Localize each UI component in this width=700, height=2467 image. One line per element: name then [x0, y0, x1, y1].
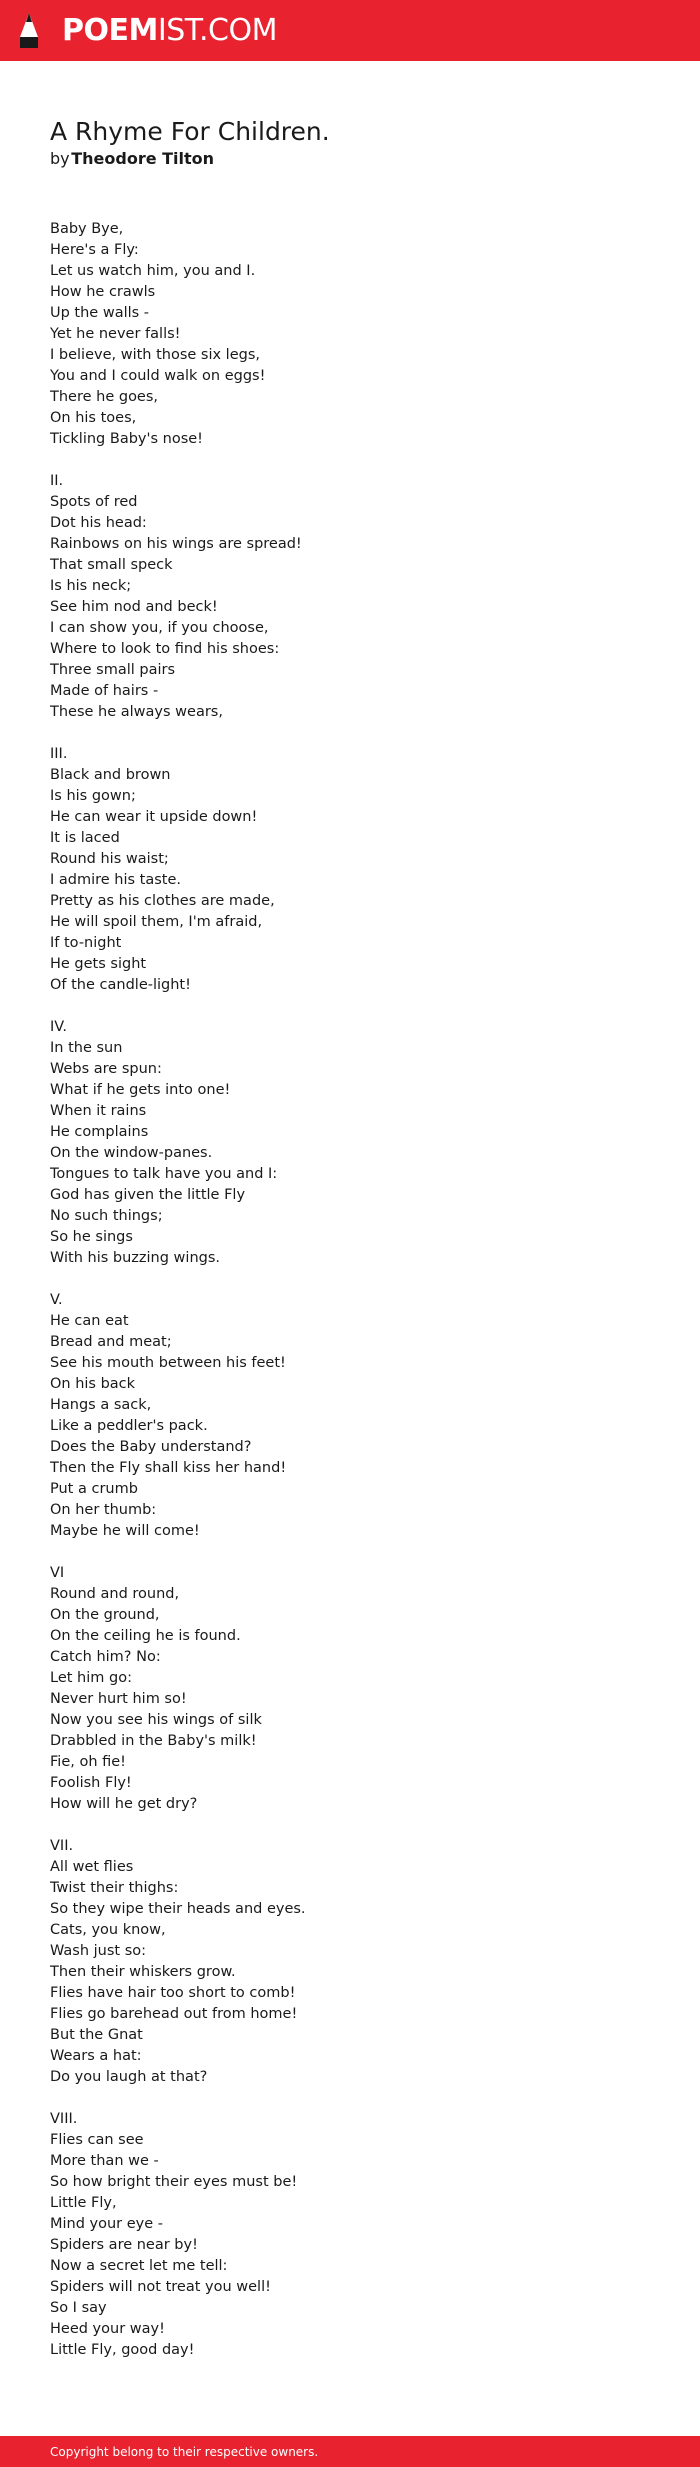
poem-line: In the sun — [50, 1040, 123, 1056]
poem-line: Twist their thighs: — [50, 1880, 179, 1896]
poem-line: Do you laugh at that? — [50, 2069, 208, 2085]
poem-line: There he goes, — [50, 389, 159, 405]
poem-line: Flies can see — [50, 2132, 144, 2148]
stanza-gap — [50, 996, 670, 1017]
poem-line: What if he gets into one! — [50, 1082, 231, 1098]
poem-line: It is laced — [50, 830, 120, 846]
poem-line: But the Gnat — [50, 2027, 143, 2043]
poem-line: If to-night — [50, 935, 122, 951]
poem-line: Of the candle-light! — [50, 977, 191, 993]
poem-line: So how bright their eyes must be! — [50, 2174, 298, 2190]
poem-line: Cats, you know, — [50, 1922, 166, 1938]
poem-line: I believe, with those six legs, — [50, 347, 261, 363]
poem-line: On the ground, — [50, 1607, 160, 1623]
poem-line: Hangs a sack, — [50, 1397, 152, 1413]
poem-line: Round and round, — [50, 1586, 180, 1602]
poem-line: He will spoil them, I'm afraid, — [50, 914, 263, 930]
poem-line: When it rains — [50, 1103, 147, 1119]
stanza — [50, 1017, 670, 1269]
poem-line: How will he get dry? — [50, 1796, 198, 1812]
poem-line: God has given the little Fly — [50, 1187, 246, 1203]
poem-line: With his buzzing wings. — [50, 1250, 221, 1266]
poem-line: Webs are spun: — [50, 1061, 162, 1077]
poem-line: Little Fly, good day! — [50, 2342, 195, 2358]
poem-line: Then their whiskers grow. — [50, 1964, 236, 1980]
poem-line: Let us watch him, you and I. — [50, 263, 256, 279]
poem-line: Made of hairs - — [50, 683, 159, 699]
poem-line: Spots of red — [50, 494, 138, 510]
poem-line: He complains — [50, 1124, 149, 1140]
poem-line: Catch him? No: — [50, 1649, 161, 1665]
poem-line: On his toes, — [50, 410, 137, 426]
poem-line: Maybe he will come! — [50, 1523, 200, 1539]
poem-line: Like a peddler's pack. — [50, 1418, 208, 1434]
poem-line: Heed your way! — [50, 2321, 165, 2337]
poem-line: Wash just so: — [50, 1943, 147, 1959]
poem-line: Pretty as his clothes are made, — [50, 893, 275, 909]
poem-line: Now you see his wings of silk — [50, 1712, 262, 1728]
poem-line: V. — [50, 1292, 63, 1308]
poem-line: Flies have hair too short to comb! — [50, 1985, 296, 2001]
poem-line: Tongues to talk have you and I: — [50, 1166, 278, 1182]
poem-line: On the window-panes. — [50, 1145, 213, 1161]
poem-line: On the ceiling he is found. — [50, 1628, 241, 1644]
poem-line: Flies go barehead out from home! — [50, 2006, 298, 2022]
poem-line: He gets sight — [50, 956, 147, 972]
poem-line: VI — [50, 1565, 65, 1581]
poem-line: That small speck — [50, 557, 173, 573]
poem-line: Then the Fly shall kiss her hand! — [50, 1460, 287, 1476]
poem-line: Fie, oh fie! — [50, 1754, 126, 1770]
author-name[interactable]: Theodore Tilton — [71, 149, 215, 168]
site-logo[interactable] — [62, 12, 277, 50]
poem-line: Is his gown; — [50, 788, 136, 804]
stanza-gap — [50, 1269, 670, 1290]
stanza-gap — [50, 2088, 670, 2109]
stanza-gap — [50, 723, 670, 744]
poem-line: Put a crumb — [50, 1481, 138, 1497]
poem-line: Where to look to find his shoes: — [50, 641, 280, 657]
poem-line: He can eat — [50, 1313, 129, 1329]
poem-line: Spiders are near by! — [50, 2237, 198, 2253]
stanza — [50, 1290, 670, 1542]
site-header — [0, 0, 700, 61]
stanza — [50, 2109, 670, 2361]
copyright-notice: Copyright belong to their respective owners. — [50, 2445, 319, 2459]
poem-line: See his mouth between his feet! — [50, 1355, 286, 1371]
poem-line: On her thumb: — [50, 1502, 157, 1518]
stanza-gap — [50, 450, 670, 471]
poem-line: So they wipe their heads and eyes. — [50, 1901, 306, 1917]
poem-line: Let him go: — [50, 1670, 132, 1686]
poem-line: Tickling Baby's nose! — [50, 431, 203, 447]
poem-line: Yet he never falls! — [50, 326, 181, 342]
poem-line: How he crawls — [50, 284, 156, 300]
stanza — [50, 744, 670, 996]
poem-line: Black and brown — [50, 767, 171, 783]
poem-line: Rainbows on his wings are spread! — [50, 536, 302, 552]
poem-line: Spiders will not treat you well! — [50, 2279, 271, 2295]
poem-line: Here's a Fly: — [50, 242, 139, 258]
poem-line: See him nod and beck! — [50, 599, 218, 615]
poem-line: Dot his head: — [50, 515, 147, 531]
poem-line: No such things; — [50, 1208, 163, 1224]
poem-line: I admire his taste. — [50, 872, 182, 888]
poem-line: All wet flies — [50, 1859, 134, 1875]
stanza — [50, 219, 670, 450]
poem-title: A Rhyme For Children. — [50, 117, 330, 146]
by-label: by — [50, 149, 70, 168]
poem-line: He can wear it upside down! — [50, 809, 258, 825]
stanza-gap — [50, 1542, 670, 1563]
poem-line: Mind your eye - — [50, 2216, 164, 2232]
poem-line: I can show you, if you choose, — [50, 620, 269, 636]
poem-line: Foolish Fly! — [50, 1775, 132, 1791]
stanza — [50, 1563, 670, 1815]
logo-light-text: IST.COM — [157, 13, 277, 48]
poem-line: Bread and meat; — [50, 1334, 172, 1350]
poem-line: IV. — [50, 1019, 67, 1035]
poem-line: Round his waist; — [50, 851, 169, 867]
poem-line: VIII. — [50, 2111, 78, 2127]
poem-line: Wears a hat: — [50, 2048, 142, 2064]
stanza — [50, 1836, 670, 2088]
logo-bold-text: POEM — [62, 13, 158, 48]
poem-line: Three small pairs — [50, 662, 176, 678]
poem-line: Now a secret let me tell: — [50, 2258, 228, 2274]
poem-line: So I say — [50, 2300, 107, 2316]
stanza-gap — [50, 1815, 670, 1836]
poem-body — [50, 219, 670, 2361]
pencil-tip-icon[interactable] — [17, 11, 41, 49]
poem-line: Is his neck; — [50, 578, 132, 594]
stanza — [50, 471, 670, 723]
poem-line: Baby Bye, — [50, 221, 124, 237]
poem-line: On his back — [50, 1376, 136, 1392]
poem-line: VII. — [50, 1838, 74, 1854]
poem-line: Does the Baby understand? — [50, 1439, 252, 1455]
byline — [50, 148, 214, 170]
poem-line: Never hurt him so! — [50, 1691, 187, 1707]
poem-line: Little Fly, — [50, 2195, 117, 2211]
poem-line: More than we - — [50, 2153, 159, 2169]
poem-line: So he sings — [50, 1229, 133, 1245]
poem-line: You and I could walk on eggs! — [50, 368, 266, 384]
poem-line: Drabbled in the Baby's milk! — [50, 1733, 257, 1749]
poem-line: These he always wears, — [50, 704, 223, 720]
poem-line: III. — [50, 746, 68, 762]
poem-line: II. — [50, 473, 64, 489]
poem-line: Up the walls - — [50, 305, 150, 321]
site-footer — [0, 2436, 700, 2467]
